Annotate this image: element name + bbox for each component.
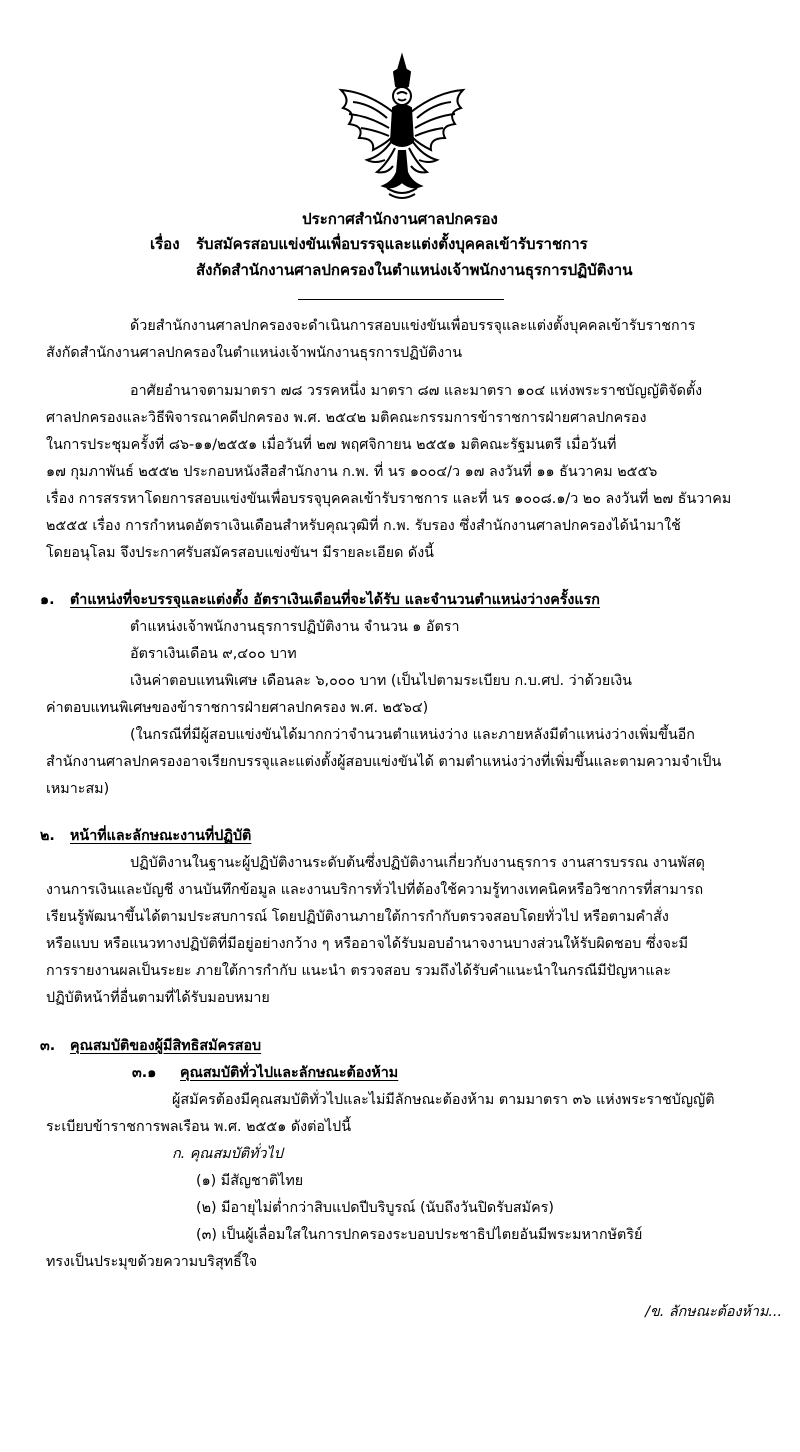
qualification-item-3: (๓) เป็นผู้เลื่อมใสในการปกครองระบอบประชาธิปไตยอันมีพระมหากษัตริย์: [196, 1227, 643, 1243]
section-2-line-3: เรียนรู้พัฒนาขึ้นได้ตามประสบการณ์ โดยปฏิบัติงานภายใต้การกำกับตรวจสอบโดยทั่วไป หรือตามคำสั่ง: [46, 909, 669, 925]
intro-p2-line-2: ศาลปกครองและวิธีพิจารณาคดีปกครอง พ.ศ. ๒๕๔๒ มติคณะกรรมการข้าราชการฝ่ายศาลปกครอง: [46, 410, 647, 426]
intro-p2-line-6: ๒๕๕๕ เรื่อง การกำหนดอัตราเงินเดือนสำหรับคุณวุฒิที่ ก.พ. รับรอง ซึ่งสำนักงานศาลปกครองได้นำมาใช้: [46, 518, 681, 534]
section-1-heading: ตำแหน่งที่จะบรรจุและแต่งตั้ง อัตราเงินเดือนที่จะได้รับ และจำนวนตำแหน่งว่างครั้งแรก: [70, 592, 600, 608]
section-3-1-number: ๓.๑: [132, 1065, 157, 1081]
section-2-line-4: หรือแบบ หรือแนวทางปฏิบัติที่มีอยู่อย่างกว้าง ๆ หรืออาจได้รับมอบอำนาจงานบางส่วนให้รับผิดชอบ ซึ่งจะมี: [46, 936, 689, 952]
section-3-1-heading: คุณสมบัติทั่วไปและลักษณะต้องห้าม: [180, 1065, 399, 1081]
intro-p2-line-3: ในการประชุมครั้งที่ ๘๖-๑๑/๒๕๕๑ เมื่อวันที่ ๒๗ พฤศจิกายน ๒๕๕๑ มติคณะรัฐมนตรี เมื่อวันที่: [46, 437, 617, 453]
title-divider: [298, 299, 504, 300]
garuda-emblem-icon: [327, 52, 477, 202]
general-qualifications-label: ก. คุณสมบัติทั่วไป: [172, 1146, 283, 1162]
qualification-item-2: (๒) มีอายุไม่ต่ำกว่าสิบแปดปีบริบูรณ์ (นับถึงวันปิดรับสมัคร): [196, 1200, 554, 1216]
subject-line-2: สังกัดสำนักงานศาลปกครองในตำแหน่งเจ้าพนักงานธุรการปฏิบัติงาน: [196, 261, 633, 279]
section-1-allowance-line-2: ค่าตอบแทนพิเศษของข้าราชการฝ่ายศาลปกครอง พ.ศ. ๒๕๖๔): [46, 700, 429, 716]
section-2-line-1: ปฏิบัติงานในฐานะผู้ปฏิบัติงานระดับต้นซึ่งปฏิบัติงานเกี่ยวกับงานธุรการ งานสารบรรณ งานพัสดุ: [130, 855, 705, 871]
section-1-allowance-line-1: เงินค่าตอบแทนพิเศษ เดือนละ ๖,๐๐๐ บาท (เป็นไปตามระเบียบ ก.บ.ศป. ว่าด้วยเงิน: [130, 673, 632, 689]
announcement-title: ประกาศสำนักงานศาลปกครอง: [302, 210, 498, 228]
section-1-position: ตำแหน่งเจ้าพนักงานธุรการปฏิบัติงาน จำนวน ๑ อัตรา: [130, 619, 460, 635]
section-2-number: ๒.: [40, 828, 55, 844]
subject-label: เรื่อง: [150, 235, 180, 253]
intro-p2-line-7: โดยอนุโลม จึงประกาศรับสมัครสอบแข่งขันฯ มีรายละเอียด ดังนี้: [46, 545, 434, 561]
qualification-item-1: (๑) มีสัญชาติไทย: [196, 1173, 304, 1189]
qualification-item-3-continued: ทรงเป็นประมุขด้วยความบริสุทธิ์ใจ: [46, 1254, 258, 1270]
intro-p1-line-1: ด้วยสำนักงานศาลปกครองจะดำเนินการสอบแข่งขันเพื่อบรรจุและแต่งตั้งบุคคลเข้ารับราชการ: [130, 318, 696, 334]
intro-p2-line-4: ๑๗ กุมภาพันธ์ ๒๕๕๒ ประกอบหนังสือสำนักงาน ก.พ. ที่ นร ๑๐๐๔/ว ๑๗ ลงวันที่ ๑๑ ธันวาคม ๒๕๕๖: [46, 464, 658, 480]
intro-p1-line-2: สังกัดสำนักงานศาลปกครองในตำแหน่งเจ้าพนักงานธุรการปฏิบัติงาน: [46, 345, 462, 361]
section-2-line-2: งานการเงินและบัญชี งานบันทึกข้อมูล และงานบริการทั่วไปที่ต้องใช้ความรู้ทางเทคนิคหรือวิชาการที่สามารถ: [46, 882, 704, 898]
section-2-heading: หน้าที่และลักษณะงานที่ปฏิบัติ: [70, 828, 252, 844]
subject-line-1: รับสมัครสอบแข่งขันเพื่อบรรจุและแต่งตั้งบุคคลเข้ารับราชการ: [196, 235, 588, 253]
section-3-number: ๓.: [40, 1038, 56, 1054]
section-2-line-6: ปฏิบัติหน้าที่อื่นตามที่ได้รับมอบหมาย: [46, 990, 270, 1006]
section-1-note-line-1: (ในกรณีที่มีผู้สอบแข่งขันได้มากกว่าจำนวนตำแหน่งว่าง และภายหลังมีตำแหน่งว่างเพิ่มขึ้นอีก: [130, 727, 695, 743]
section-1-note-line-3: เหมาะสม): [46, 781, 110, 797]
next-page-marker: /ข. ลักษณะต้องห้าม...: [645, 1304, 782, 1320]
section-2-line-5: การรายงานผลเป็นระยะ ภายใต้การกำกับ แนะนำ ตรวจสอบ รวมถึงได้รับคำแนะนำในกรณีมีปัญหาและ: [46, 963, 671, 979]
intro-p2-line-5: เรื่อง การสรรหาโดยการสอบแข่งขันเพื่อบรรจุบุคคลเข้ารับราชการ และที่ นร ๑๐๐๘.๑/ว ๒๐ ลงวันที่ ๒๗ ธันวาคม: [46, 491, 732, 507]
section-3-body-line-1: ผู้สมัครต้องมีคุณสมบัติทั่วไปและไม่มีลักษณะต้องห้าม ตามมาตรา ๓๖ แห่งพระราชบัญญัติ: [172, 1092, 715, 1108]
section-3-heading: คุณสมบัติของผู้มีสิทธิสมัครสอบ: [70, 1038, 262, 1054]
section-1-number: ๑.: [40, 592, 55, 608]
section-3-body-line-2: ระเบียบข้าราชการพลเรือน พ.ศ. ๒๕๕๑ ดังต่อไปนี้: [46, 1119, 351, 1135]
intro-p2-line-1: อาศัยอำนาจตามมาตรา ๗๘ วรรคหนึ่ง มาตรา ๘๗ และมาตรา ๑๐๔ แห่งพระราชบัญญัติจัดตั้ง: [130, 383, 703, 399]
section-1-salary: อัตราเงินเดือน ๙,๔๐๐ บาท: [130, 646, 297, 662]
section-1-note-line-2: สำนักงานศาลปกครองอาจเรียกบรรจุและแต่งตั้งผู้สอบแข่งขันได้ ตามตำแหน่งว่างที่เพิ่มขึ้นและตามความจำเป็น: [46, 754, 722, 770]
